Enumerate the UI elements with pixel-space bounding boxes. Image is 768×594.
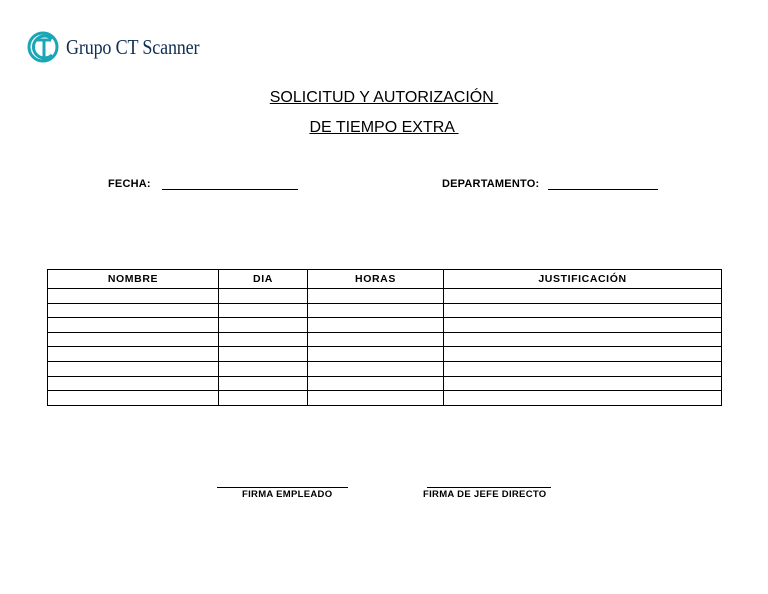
cell-justificacion[interactable]: [444, 332, 722, 347]
cell-dia[interactable]: [219, 347, 308, 362]
cell-dia[interactable]: [219, 303, 308, 318]
cell-nombre[interactable]: [48, 347, 219, 362]
ct-logo-icon: [26, 24, 60, 70]
departamento-line[interactable]: [548, 189, 658, 190]
cell-justificacion[interactable]: [444, 347, 722, 362]
cell-justificacion[interactable]: [444, 289, 722, 304]
company-logo: [26, 24, 221, 70]
cell-dia[interactable]: [219, 376, 308, 391]
overtime-table: [47, 269, 722, 406]
table-row: [48, 332, 722, 347]
cell-horas[interactable]: [308, 289, 444, 304]
cell-dia[interactable]: [219, 289, 308, 304]
cell-nombre[interactable]: [48, 332, 219, 347]
cell-justificacion[interactable]: [444, 303, 722, 318]
cell-justificacion[interactable]: [444, 318, 722, 333]
cell-horas[interactable]: [308, 332, 444, 347]
table-header-row: [48, 270, 722, 289]
cell-nombre[interactable]: [48, 289, 219, 304]
cell-dia[interactable]: [219, 318, 308, 333]
cell-nombre[interactable]: [48, 303, 219, 318]
table-row: [48, 303, 722, 318]
supervisor-signature-line[interactable]: [427, 487, 551, 488]
table-row: [48, 347, 722, 362]
table-body: [48, 289, 722, 406]
table-row: [48, 391, 722, 406]
cell-dia[interactable]: [219, 332, 308, 347]
cell-nombre[interactable]: [48, 376, 219, 391]
cell-horas[interactable]: [308, 376, 444, 391]
header-nombre: NOMBRE: [48, 270, 219, 289]
header-horas: HORAS: [308, 270, 444, 289]
cell-horas[interactable]: [308, 318, 444, 333]
table-row: [48, 318, 722, 333]
cell-horas[interactable]: [308, 347, 444, 362]
supervisor-signature-label: FIRMA DE JEFE DIRECTO: [423, 489, 547, 500]
cell-justificacion[interactable]: [444, 391, 722, 406]
header-dia: DIA: [219, 270, 308, 289]
cell-dia[interactable]: [219, 391, 308, 406]
cell-nombre[interactable]: [48, 391, 219, 406]
cell-justificacion[interactable]: [444, 361, 722, 376]
table-row: [48, 376, 722, 391]
company-name: Grupo CT Scanner: [66, 34, 200, 59]
header-justificacion: JUSTIFICACIÓN: [444, 270, 722, 289]
cell-horas[interactable]: [308, 361, 444, 376]
employee-signature-line[interactable]: [217, 487, 348, 488]
cell-justificacion[interactable]: [444, 376, 722, 391]
table-row: [48, 289, 722, 304]
form-title-line1: SOLICITUD Y AUTORIZACIÓN: [269, 89, 499, 106]
cell-dia[interactable]: [219, 361, 308, 376]
cell-horas[interactable]: [308, 303, 444, 318]
cell-nombre[interactable]: [48, 318, 219, 333]
cell-nombre[interactable]: [48, 361, 219, 376]
departamento-label: DEPARTAMENTO:: [442, 178, 540, 190]
form-title-line2: DE TIEMPO EXTRA: [309, 119, 459, 136]
cell-horas[interactable]: [308, 391, 444, 406]
table-row: [48, 361, 722, 376]
fecha-line[interactable]: [162, 189, 298, 190]
fecha-label: FECHA:: [108, 178, 151, 190]
employee-signature-label: FIRMA EMPLEADO: [242, 489, 333, 500]
